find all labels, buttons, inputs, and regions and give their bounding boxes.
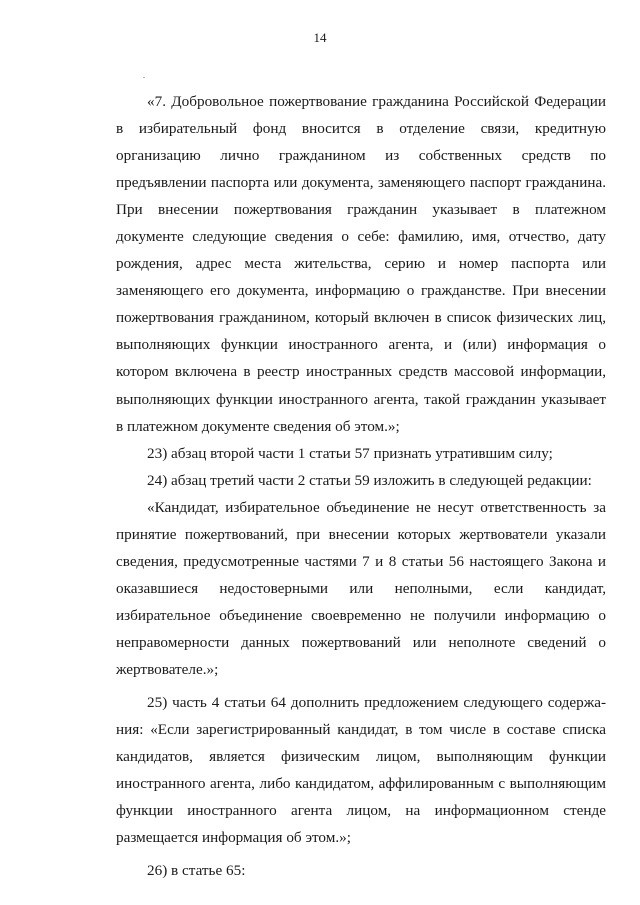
paragraph-item-25: 25) часть 4 статьи 64 дополнить предложением следующего содержания: «Если зарегистрированный кандидат, в том числе в составе списка кандидатов, является физическим лицом, выполняющим функции иностранного агента, либо кандидатом, аффилированным с выполняющим функции иностранного агента лицом, на информационном стенде размещается информация об этом.»;: [116, 694, 606, 847]
paragraph-item-24-quote: «Кандидат, избирательное объединение не несут ответственность за принятие пожертвований, при внесении которых жертвователи указали сведения, предусмотренные частями 7 и 8 статьи 56 настоящего Закона и оказавшиеся недостоверными или неполными, если кандидат, избирательное объединение своевременно не получили информацию о неправомерности данных пожертвований или неполноте сведений о жертвователе.»;: [116, 498, 606, 678]
paragraph-item-24: 24) абзац третий части 2 статьи 59 изложить в следующей редакции:: [147, 471, 592, 489]
paragraph-item-26: 26) в статье 65:: [147, 862, 246, 880]
paragraph-item-23: 23) абзац второй части 1 статьи 57 признать утратившим силу;: [147, 444, 553, 462]
page-number: 14: [313, 30, 327, 45]
paragraph-item-7-quote: «7. Добровольное пожертвование гражданина Российской Федерации в избирательный фонд вносится в отделение связи, кредитную организацию лично гражданином из собственных средств по предъявлении паспорта или документа, заменяющего паспорт гражданина. При внесении пожертвования гражданин указывает в платежном документе следующие сведения о себе: фамилию, имя, отчество, дату рождения, адрес места жительства, серию и номер паспорта или заменяющего его документа, информацию о гражданстве. При внесении пожертвования гражданином, который включен в список физических лиц, выполняющих функции иностранного агента, и (или) информация о котором включена в реестр иностранных средств массовой информации, выполняющих функции иностранного агента, такой гражданин указывает в платежном документе сведения об этом.»;: [116, 93, 606, 435]
scan-speck: [143, 77, 145, 78]
document-body: [116, 88, 606, 884]
